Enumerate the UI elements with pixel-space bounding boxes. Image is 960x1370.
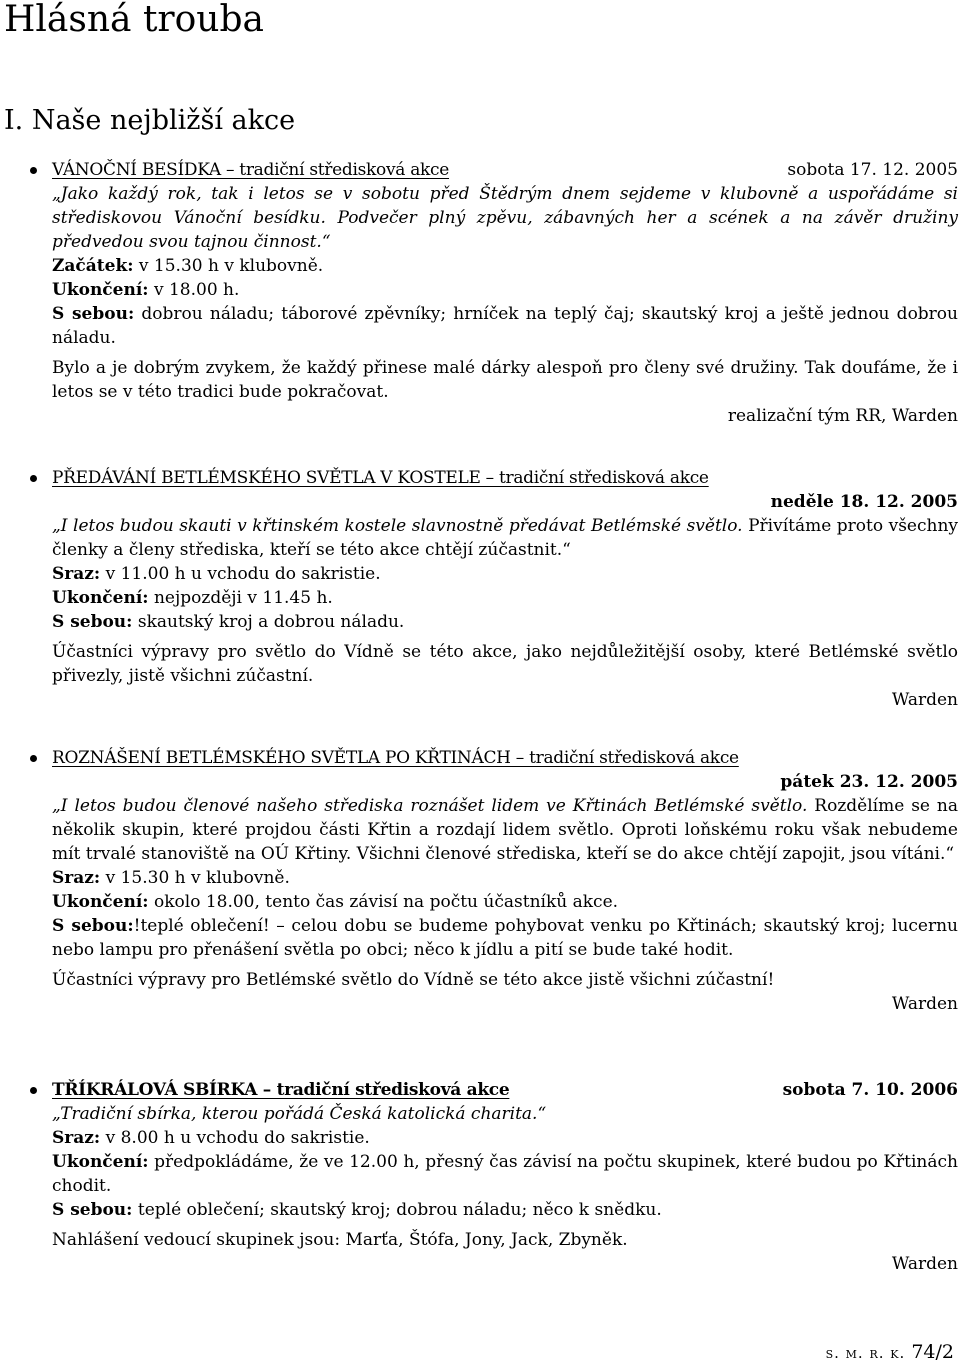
event-quote: „Tradiční sbírka, kterou pořádá Česká katolická charita.“ [52, 1104, 547, 1124]
event-quote [52, 794, 958, 866]
start-label: Sraz: [52, 868, 101, 888]
start-value: v 8.00 h u vchodu do sakristie. [100, 1128, 370, 1148]
bring-label: S sebou: [52, 612, 133, 632]
event-start [52, 1126, 958, 1150]
end-value: předpokládáme, že ve 12.00 h, přesný čas závisí na počtu skupinek, které budou po Křtinách chodit. [52, 1152, 958, 1196]
event-signature: Warden [891, 690, 958, 710]
event-end [52, 278, 958, 302]
bring-value: !teplé oblečení! – celou dobu se budeme pohybovat venku po Křtinách; skautský kroj; lucernu nebo lampu pro přenášení světla po obci; něco k jídlu a pití se bude také hodit. [52, 916, 958, 960]
event-date: sobota 7. 10. 2006 [782, 1080, 958, 1100]
bring-label: S sebou: [52, 916, 134, 936]
event-signature: Warden [891, 1254, 958, 1274]
event-title: VÁNOČNÍ BESÍDKA – tradiční středisková akce [52, 160, 450, 180]
event-title: TŘÍKRÁLOVÁ SBÍRKA – tradiční středisková akce [52, 1080, 510, 1100]
event-roznaseni-svetla [52, 746, 958, 1016]
event-signature: realizační tým RR, Warden [727, 406, 958, 426]
footer-org: s. m. r. k. [825, 1344, 906, 1362]
event-end [52, 586, 958, 610]
event-bring [52, 1198, 958, 1222]
start-label: Sraz: [52, 1128, 101, 1148]
section-heading: I. Naše nejbližší akce [4, 105, 296, 136]
start-value: v 15.30 h v klubovně. [133, 256, 324, 276]
event-note: Účastníci výpravy pro světlo do Vídně se této akce, jako nejdůležitější osoby, které Betlémské světlo přivezly, jistě všichni zúčastní. [52, 642, 958, 686]
event-note: Nahlášení vedoucí skupinek jsou: Marťa, Štófa, Jony, Jack, Zbyněk. [52, 1230, 628, 1250]
end-value: nejpozději v 11.45 h. [148, 588, 333, 608]
bring-label: S sebou: [52, 1200, 133, 1220]
event-date: neděle 18. 12. 2005 [770, 492, 958, 512]
quote-italic: „I letos budou skauti v křtinském kostele slavnostně předávat Betlémské světlo. [52, 516, 743, 536]
end-label: Ukončení: [52, 1152, 149, 1172]
event-predavani-svetla [52, 466, 958, 712]
start-label: Začátek: [52, 256, 134, 276]
end-label: Ukončení: [52, 588, 149, 608]
event-title: PŘEDÁVÁNÍ BETLÉMSKÉHO SVĚTLA V KOSTELE – tradiční středisková akce [52, 468, 709, 488]
bullet-icon [30, 1087, 37, 1094]
bring-label: S sebou: [52, 304, 135, 324]
footer-page-number: 74/2 [911, 1341, 954, 1363]
event-start [52, 866, 958, 890]
event-note: Bylo a je dobrým zvykem, že každý přinese malé dárky alespoň pro členy své družiny. Tak doufáme, že i letos se v této tradici bude pokračovat. [52, 358, 958, 402]
event-signature: Warden [891, 994, 958, 1014]
event-start [52, 254, 958, 278]
document-title: Hlásná trouba [4, 0, 264, 40]
event-trikralova-sbirka [52, 1078, 958, 1276]
event-quote: „Jako každý rok, tak i letos se v sobotu před Štědrým dnem sejdeme v klubovně a uspořádáme si střediskovou Vánoční besídku. Podvečer plný zpěvu, zábavných her a scének a na závěr družiny předvedou svou tajnou činnost.“ [52, 184, 958, 252]
end-value: okolo 18.00, tento čas závisí na počtu účastníků akce. [148, 892, 619, 912]
event-bring [52, 302, 958, 350]
bring-value: teplé oblečení; skautský kroj; dobrou náladu; něco k snědku. [132, 1200, 662, 1220]
event-start [52, 562, 958, 586]
page-footer [826, 1340, 954, 1365]
quote-italic: „I letos budou členové našeho střediska roznášet lidem ve Křtinách Betlémské světlo. [52, 796, 808, 816]
event-bring [52, 914, 958, 962]
end-label: Ukončení: [52, 280, 149, 300]
start-value: v 11.00 h u vchodu do sakristie. [100, 564, 381, 584]
event-end [52, 890, 958, 914]
event-end [52, 1150, 958, 1198]
event-header [52, 158, 958, 182]
bring-value: skautský kroj a dobrou náladu. [132, 612, 405, 632]
event-bring [52, 610, 958, 634]
event-date: sobota 17. 12. 2005 [787, 160, 958, 180]
end-label: Ukončení: [52, 892, 149, 912]
event-quote [52, 514, 958, 562]
bullet-icon [30, 167, 37, 174]
event-header [52, 746, 958, 770]
event-title: ROZNÁŠENÍ BETLÉMSKÉHO SVĚTLA PO KŘTINÁCH – tradiční středisková akce [52, 748, 739, 768]
end-value: v 18.00 h. [148, 280, 240, 300]
bring-value: dobrou náladu; táborové zpěvníky; hrníček na teplý čaj; skautský kroj a ještě jednou dobrou náladu. [52, 304, 958, 348]
start-label: Sraz: [52, 564, 101, 584]
bullet-icon [30, 755, 37, 762]
event-vanocni-besidka [52, 158, 958, 428]
start-value: v 15.30 h v klubovně. [100, 868, 290, 888]
event-header [52, 466, 958, 490]
event-header [52, 1078, 958, 1102]
quote-rest: Rozdělíme se na několik skupin, které projdou části Křtin a rozdají lidem světlo. Oproti loňskému roku však nebudeme mít trvalé stanoviště na OÚ Křtiny. Všichni členové střediska, kteří se do akce chtějí zapojit, jsou vítáni.“ [52, 796, 958, 864]
event-date: pátek 23. 12. 2005 [780, 772, 958, 792]
bullet-icon [30, 475, 37, 482]
quote-rest: Přivítáme proto všechny členky a členy střediska, kteří se této akce chtějí zúčastnit.“ [52, 516, 959, 560]
event-note: Účastníci výpravy pro Betlémské světlo do Vídně se této akce jistě všichni zúčastní! [52, 970, 775, 990]
